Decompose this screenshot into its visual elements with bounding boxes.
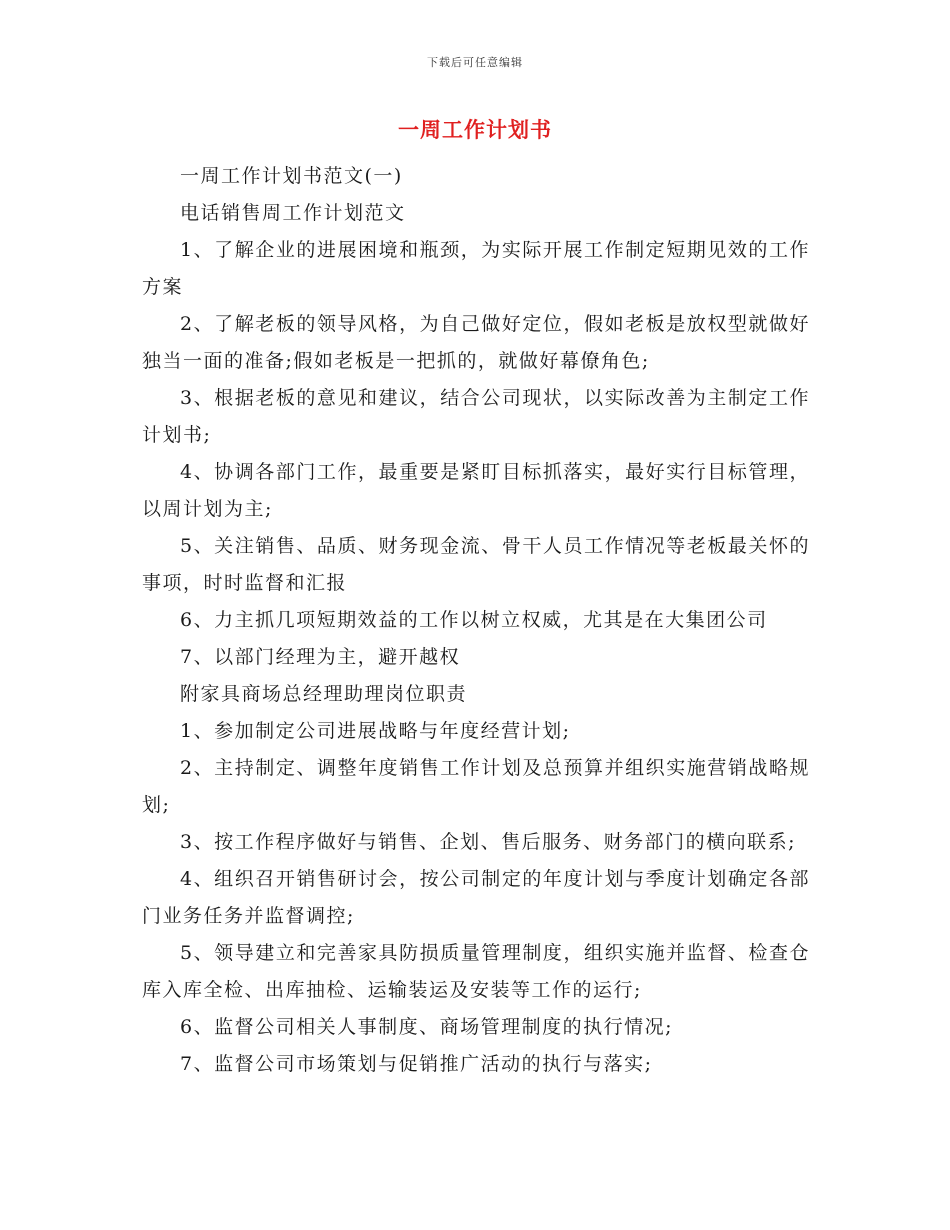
list-item: 2、主持制定、调整年度销售工作计划及总预算并组织实施营销战略规划;: [142, 757, 810, 816]
list-item: 1、参加制定公司进展战略与年度经营计划;: [180, 720, 571, 742]
list-item: 5、关注销售、品质、财务现金流、骨干人员工作情况等老板最关怀的事项，时时监督和汇报: [142, 535, 810, 594]
list-item: 7、监督公司市场策划与促销推广活动的执行与落实;: [180, 1053, 653, 1075]
paragraph-section-heading: 电话销售周工作计划范文: [180, 202, 406, 224]
document-body: [142, 158, 810, 1083]
paragraph-section-heading: 附家具商场总经理助理岗位职责: [180, 683, 468, 705]
list-item: 5、领导建立和完善家具防损质量管理制度，组织实施并监督、检查仓库入库全检、出库抽检、运输装运及安装等工作的运行;: [142, 942, 810, 1001]
document-title: 一周工作计划书: [398, 117, 552, 142]
page-header: 下载后可任意编辑: [427, 56, 523, 69]
paragraph-subtitle: 一周工作计划书范文(一): [180, 165, 403, 187]
list-item: 4、组织召开销售研讨会，按公司制定的年度计划与季度计划确定各部门业务任务并监督调控;: [142, 868, 810, 927]
list-item: 3、根据老板的意见和建议，结合公司现状，以实际改善为主制定工作计划书;: [142, 387, 810, 446]
list-item: 3、按工作程序做好与销售、企划、售后服务、财务部门的横向联系;: [180, 831, 796, 853]
list-item: 6、监督公司相关人事制度、商场管理制度的执行情况;: [180, 1016, 673, 1038]
list-item: 1、了解企业的进展困境和瓶颈，为实际开展工作制定短期见效的工作方案: [142, 239, 810, 298]
list-item: 2、了解老板的领导风格，为自己做好定位，假如老板是放权型就做好独当一面的准备;假如老板是一把抓的，就做好幕僚角色;: [142, 313, 810, 372]
list-item: 7、以部门经理为主，避开越权: [180, 646, 461, 668]
list-item: 4、协调各部门工作，最重要是紧盯目标抓落实，最好实行目标管理，以周计划为主;: [142, 461, 810, 520]
list-item: 6、力主抓几项短期效益的工作以树立权威，尤其是在大集团公司: [180, 609, 768, 631]
